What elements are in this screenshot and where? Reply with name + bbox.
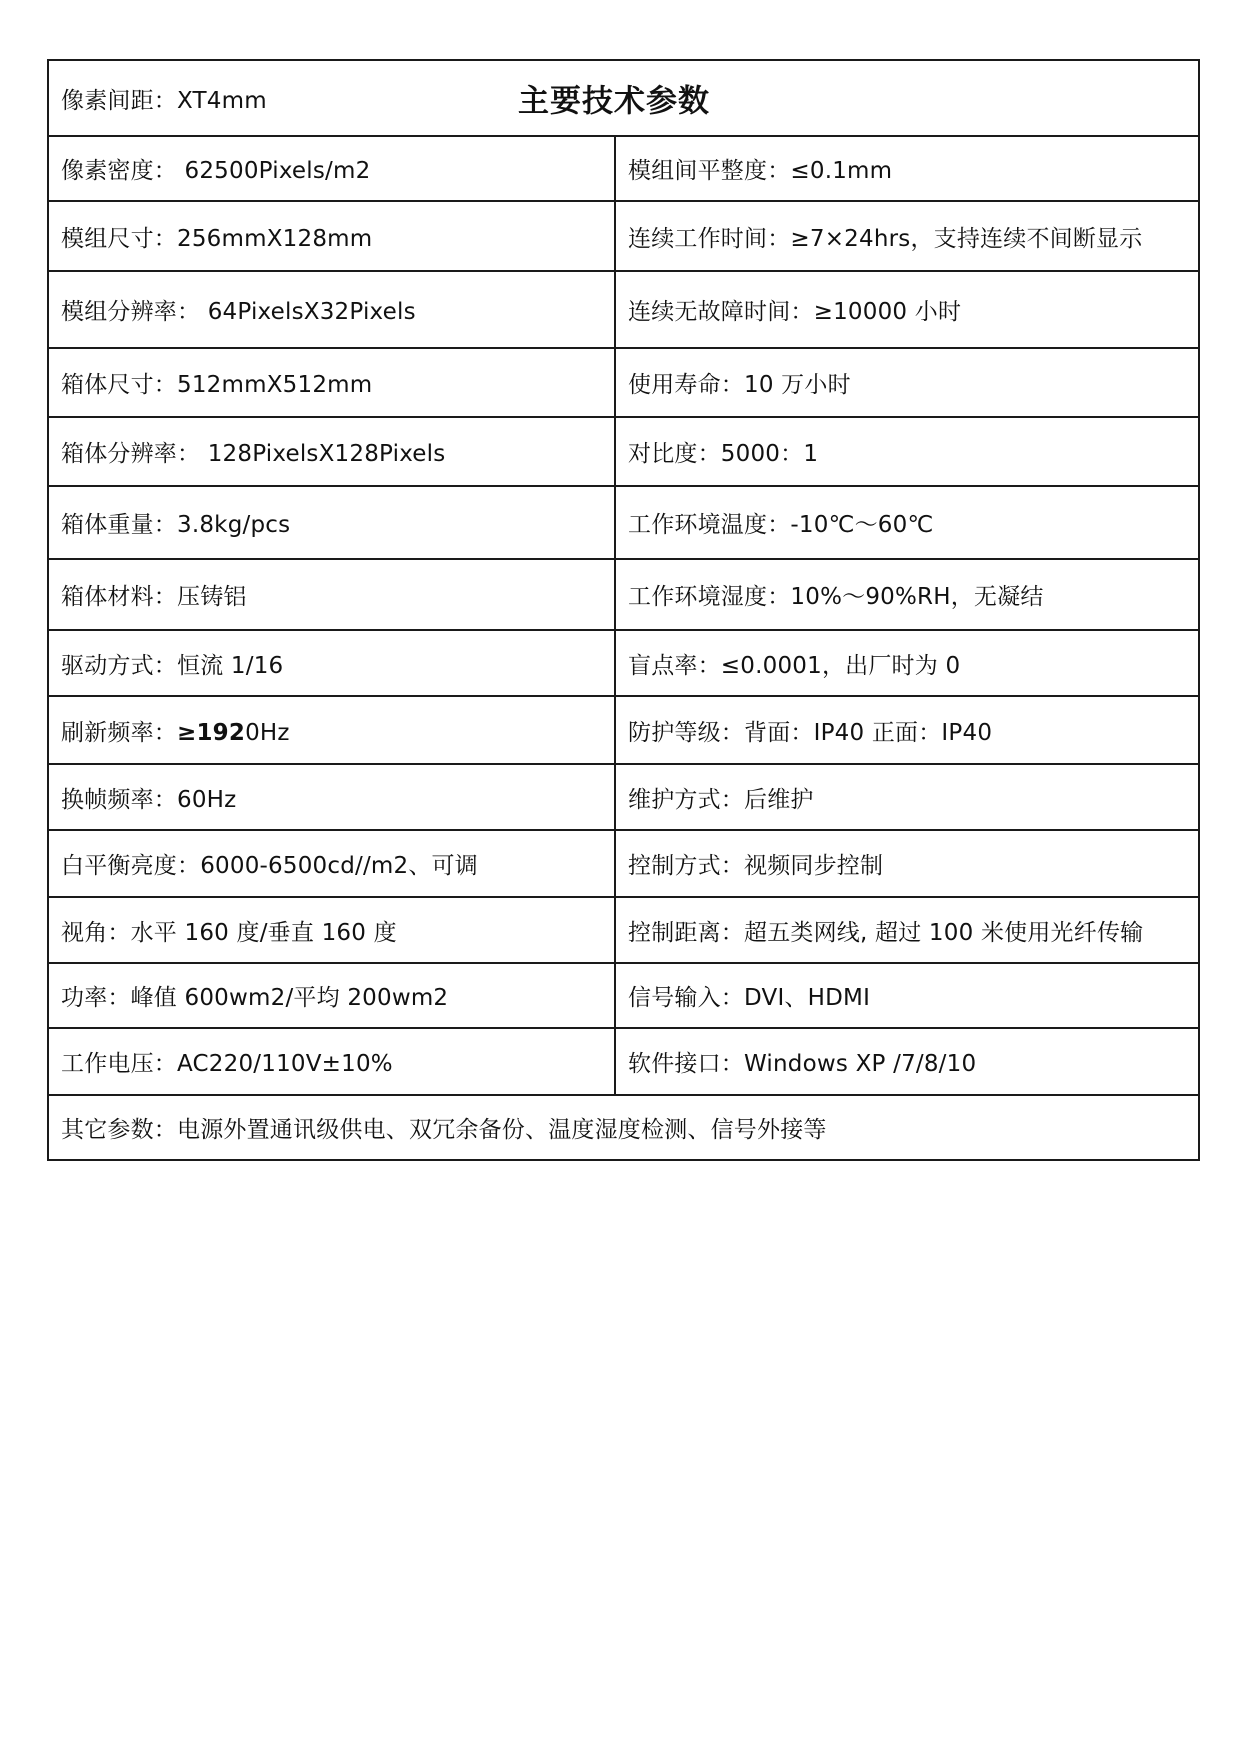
spec-cell: 工作环境温度：-10℃～60℃	[615, 486, 1199, 559]
spec-cell: 模组间平整度：≤0.1mm	[615, 136, 1199, 201]
spec-cell: 使用寿命：10 万小时	[615, 348, 1199, 417]
spec-cell: 防护等级：背面：IP40 正面：IP40	[615, 696, 1199, 764]
table-row	[48, 348, 1199, 417]
spec-cell: 维护方式：后维护	[615, 764, 1199, 830]
spec-cell: 工作环境湿度：10%～90%RH，无凝结	[615, 559, 1199, 630]
spec-cell: 盲点率：≤0.0001，出厂时为 0	[615, 630, 1199, 696]
spec-table	[47, 59, 1200, 1161]
spec-cell: 对比度：5000：1	[615, 417, 1199, 486]
spec-cell: 工作电压：AC220/110V±10%	[48, 1028, 615, 1095]
table-row	[48, 417, 1199, 486]
spec-cell: 像素密度： 62500Pixels/m2	[48, 136, 615, 201]
spec-cell: 信号输入：DVI、HDMI	[615, 963, 1199, 1028]
table-row	[48, 830, 1199, 897]
table-row	[48, 764, 1199, 830]
table-row	[48, 897, 1199, 963]
table-row	[48, 630, 1199, 696]
spec-cell: 箱体材料：压铸铝	[48, 559, 615, 630]
spec-cell: 软件接口：Windows XP /7/8/10	[615, 1028, 1199, 1095]
refresh-rate-cell	[48, 696, 615, 764]
table-row	[48, 201, 1199, 271]
spec-cell: 白平衡亮度：6000-6500cd//m2、可调	[48, 830, 615, 897]
table-row	[48, 963, 1199, 1028]
pixel-pitch: 像素间距：XT4mm	[61, 87, 267, 114]
spec-cell: 控制距离：超五类网线, 超过 100 米使用光纤传输	[615, 897, 1199, 963]
spec-cell: 箱体尺寸：512mmX512mm	[48, 348, 615, 417]
spec-cell: 模组分辨率： 64PixelsX32Pixels	[48, 271, 615, 348]
other-params-cell: 其它参数：电源外置通讯级供电、双冗余备份、温度湿度检测、信号外接等	[48, 1095, 1199, 1160]
title-row	[48, 60, 1199, 136]
spec-cell: 换帧频率：60Hz	[48, 764, 615, 830]
table-row	[48, 696, 1199, 764]
table-row	[48, 559, 1199, 630]
spec-cell: 模组尺寸：256mmX128mm	[48, 201, 615, 271]
refresh-rate-unit: 0Hz	[245, 719, 290, 746]
spec-cell: 箱体重量：3.8kg/pcs	[48, 486, 615, 559]
spec-cell: 功率：峰值 600wm2/平均 200wm2	[48, 963, 615, 1028]
table-title: 主要技术参数	[518, 83, 710, 120]
spec-cell: 连续无故障时间：≥10000 小时	[615, 271, 1199, 348]
spec-cell: 箱体分辨率： 128PixelsX128Pixels	[48, 417, 615, 486]
spec-cell: 视角：水平 160 度/垂直 160 度	[48, 897, 615, 963]
refresh-rate-bold: ≥192	[177, 719, 246, 746]
refresh-rate-label: 刷新频率：	[61, 719, 177, 746]
table-row	[48, 136, 1199, 201]
spec-cell: 控制方式：视频同步控制	[615, 830, 1199, 897]
spec-cell: 驱动方式：恒流 1/16	[48, 630, 615, 696]
spec-cell: 连续工作时间：≥7×24hrs，支持连续不间断显示	[615, 201, 1199, 271]
title-cell	[48, 60, 1199, 136]
table-row	[48, 271, 1199, 348]
table-row	[48, 486, 1199, 559]
table-row	[48, 1028, 1199, 1095]
other-params-row	[48, 1095, 1199, 1160]
